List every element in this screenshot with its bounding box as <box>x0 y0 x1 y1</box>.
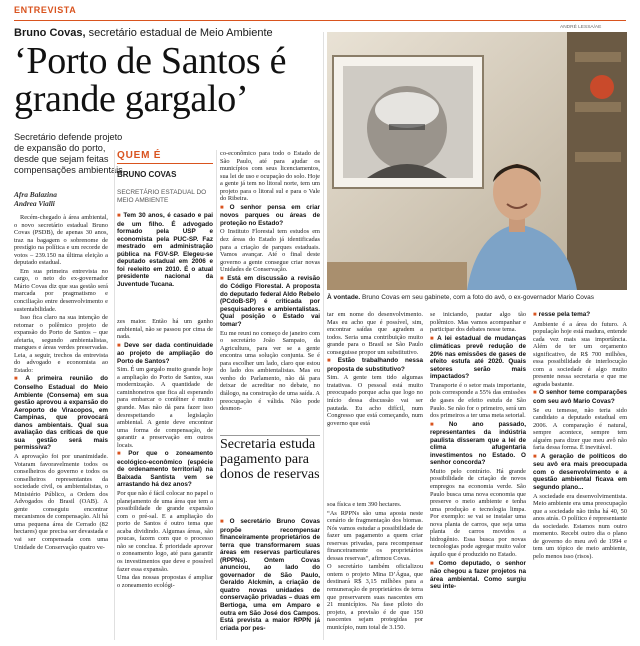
question: ■ O secretário Bruno Covas propõe recompensar financeiramente proprietários de terra que transformarem suas áreas em reservas particulares (RPPNs). Ontem Covas anunciou, ao lado do governador de São Paulo, Geraldo Alckmin, a criação de quatro novas unidades de conservação privadas – duas em Bertioga, uma em Amparo e outra em São José dos Campos. Está prevista a maior RPPN já criada por pes- <box>220 518 320 632</box>
question: ■ A primeira reunião do Conselho Estadual do Meio Ambiente (Consema) em sua gestão aprovou a expansão do Aeroporto de Viracopos, em Campinas, que provocará danos ambientais. Qual sua avaliação das críticas de que sua gestão será mais permissiva? <box>14 375 108 451</box>
question: ■ Estão trabalhando nessa proposta de substitutivo? <box>327 357 423 373</box>
subhead-rule <box>220 435 320 436</box>
column-2 <box>117 318 213 590</box>
column-rule <box>216 150 217 640</box>
paragraph: Transporte é o setor mais importante, pois corresponde a 55% das emissões de gases de efeito estufa de São Paulo. Se não for o primeiro, será um dos primeiros a ter uma meta setorial. <box>430 381 526 420</box>
question: ■ Por que o zoneamento ecológico-econômico (espécie de ordenamento territorial) na Baixada Santista vem se arrastando há dez anos? <box>117 450 213 489</box>
paragraph: Eu me reuni no começo de janeiro com o secretário João Sampaio, da Agricultura, para ver se a gente encontra uma solução conjunta. Se é para escolher um lado, claro que estou do lado dos ambientalistas. Mas eu venho do Parlamento, não dá para deixar de acreditar no debate, no diálogo, na construção de uma saída. A preocupação é válida. Não pode desmon- <box>220 329 320 413</box>
paragraph: soa física e tem 390 hectares. <box>327 501 402 508</box>
subhead: Secretaria estuda pagamento para donos de reservas <box>220 437 320 482</box>
quem-e-rule <box>117 163 213 164</box>
paragraph: O secretário também oficializou ontem o projeto Mina D’Água, que destinará R$ 3,15 milhões para a remuneração de proprietários de terra que preservarem suas nascentes em 21 municípios. Na fase piloto do projeto, a previsão é de que 150 nascentes sejam protegidas por município, num total de 3.150. <box>327 563 423 631</box>
photo-illustration <box>327 32 627 290</box>
quem-e-bio <box>117 212 213 289</box>
paragraph: Sim. É um gargalo muito grande hoje a ampliação do Porto de Santos, sua modernização. A quantidade de caminhoneiros que fica ali esperando para embarcar o contêiner é muito grande. Mas não dá para fazer isso desrespeitando a legislação ambiental. A gente deve encontrar uma forma de compensação, de garantir a preservação em outros locais. <box>117 366 213 449</box>
paragraph: A sociedade era desenvolvimentista. Meio ambiente era uma preocupação que a sociedade não tinha há 40, 50 anos atrás. O político é representante da sociedade. Estamos num outro momento. Recebi outro dia o plano de governo do meu avô de 1994 e tem um tópico de meio ambiente, pelo menos isso (risos). <box>533 492 627 560</box>
question: ■ Está em discussão a revisão do Código Florestal. A proposta do deputado federal Aldo Rebelo (PCdoB-SP) é criticada por pesquisadores e ambientalistas. Qual posição o Estado vai tomar? <box>220 275 320 329</box>
paragraph: Sim. A gente tem tido algumas tratativas. O pessoal está muito preocupado porque acha que logo no início dessa discussão vai ser pautada. Eu acho difícil, num Congresso que está começando, num governo que está <box>327 374 423 427</box>
interviewee-role: secretário estadual de Meio Ambiente <box>88 27 273 39</box>
photo <box>327 32 627 290</box>
question: ■ No ano passado, representantes da indústria paulista disseram que a lei de clima afugentaria investimentos no Estado. O senhor concorda? <box>430 421 526 467</box>
deck: Secretário defende projeto de expansão do porto, desde que sejam feitas compensações ambientais <box>14 132 123 175</box>
column-rule <box>323 32 324 640</box>
paragraph: “As RPPNs são uma aposta neste cenário de fragmentação dos biomas. Nós vamos estudar a possibilidade de fazer um pagamento a quem criar reservas privadas, para recompensar financeiramente os proprietários dessas reservas”, afirmou Covas. <box>327 509 423 562</box>
caption-text: Bruno Covas em seu gabinete, com a foto do avô, o ex-governador Mario Covas <box>362 294 595 301</box>
author: Andrea Vialli <box>14 199 55 208</box>
question: ■ Deve ser dada continuidade ao projeto de ampliação do Porto de Santos? <box>117 342 213 366</box>
photo-credit: ANDRÉ LESSA/AE <box>560 25 602 30</box>
paragraph: co-econômico para todo o Estado de São Paulo, até para ajudar os municípios com seus licenciamentos, sua lei de uso e ocupação do solo. Hoje a gente já tem no litoral norte, tem um projeto para o litoral sul e para o Vale do Ribeira. <box>220 150 320 203</box>
author: Afra Balazina <box>14 190 57 199</box>
paragraph: zes maior. Então há um ganho ambiental, não se passou por cima de nada. <box>117 318 213 341</box>
question: ■ Como deputado, o senhor não chegou a fazer projetos na área ambiental. Como surgiu seu inte- <box>430 560 526 591</box>
question: ■ A lei estadual de mudanças climáticas prevê redução de 20% nas emissões de gases de efeito estufa até 2020. Quais setores serão mais impactados? <box>430 335 526 381</box>
paragraph: Uma das nossas propostas é ampliar o zoneamento ecológi- <box>117 574 213 589</box>
column-1 <box>14 214 108 552</box>
column-6 <box>533 311 627 562</box>
paragraph: tar em nome do desenvolvimento. Mas eu acho que é possível, sim, encontrar saídas que agradem a todos. Seria uma contribuição muito grande para o Brasil se São Paulo conseguisse propor um substitutivo. <box>327 311 423 356</box>
column-3-bottom <box>220 518 320 633</box>
quem-e-title: QUEM É <box>117 150 162 161</box>
interviewee-line <box>14 27 273 39</box>
quem-e-bio-text: ■ Tem 30 anos, é casado e pai de um filho. É advogado formado pela USP e economista pela PUC-SP. Faz mestrado em administração pública na FGV-SP. Elegeu-se deputado estadual em 2006 e foi reeleito em 2010. É o atual presidente nacional da Juventude Tucana. <box>117 212 213 288</box>
quem-e-role: SECRETÁRIO ESTADUAL DO MEIO AMBIENTE <box>117 189 207 204</box>
authors <box>14 190 57 208</box>
paragraph: Recém-chegado à área ambiental, o novo secretário estadual Bruno Covas (PSDB), de apenas 30 anos, traz na bagagem o sobrenome de prestígio na política e um recorde de votos – 239.150 na última eleição a deputado estadual. <box>14 214 108 267</box>
interviewee-name: Bruno Covas, <box>14 27 86 39</box>
paragraph: Muito pelo contrário. Há grande possibilidade de criação de novos empregos na economia verde. São Paulo busca uma nova economia que preserve o meio ambiente e tenha uma produção e tecnologia limpa. Por exemplo: se vai se instalar uma nova planta de carros, que seja uma planta de carros movidos a hidrogênio. Essa busca por novas tecnologias pode agregar muito valor àquilo que é produzido no Estado. <box>430 467 526 558</box>
section-bar <box>14 6 626 21</box>
question: ■ O senhor pensa em criar novos parques ou áreas de proteção no Estado? <box>220 204 320 228</box>
question: ■ O senhor teme comparações com seu avô Mario Covas? <box>533 389 627 405</box>
caption-lead: À vontade. <box>327 294 361 301</box>
paragraph: Ambiente é a área do futuro. A população hoje está madura, entende cada vez mais sua importância. Além de ter um orçamento significativo, de R$ 700 milhões, essa possibilidade de interlocução com a sociedade é algo muito presente nessa secretaria e que me agrada bastante. <box>533 320 627 388</box>
paragraph: Em sua primeira entrevista no cargo, o neto do ex-governador Mário Covas diz que sua gestão será marcada por pragmatismo e conciliação entre desenvolvimento e sustentabilidade. <box>14 267 108 313</box>
section-label: ENTREVISTA <box>14 5 77 15</box>
column-4 <box>327 311 423 428</box>
column-5 <box>430 311 526 592</box>
paragraph: O Instituto Florestal tem estudos em dez áreas do Estado já identificadas para a criação de parques estaduais. Vamos avançar. Até o final deste governo a gente consegue criar novas Unidades de Conservação. <box>220 228 320 274</box>
question: ■ resse pela tema? <box>533 311 627 320</box>
column-4-lower <box>327 501 423 632</box>
paragraph: A aprovação foi por unanimidade. Votaram favoravelmente todos os conselheiros do governo e todos os conselheiros representantes da sociedade civil, os ambientalistas, o Ministério Público, a Ordem dos Advogados do Brasil (OAB). A gente conseguiu encontrar mecanismos de compensação. Ali há uma pequena área de Cerrado (82 hectares) que precisa ser devastada e vai ser compensada com uma Unidade de Conservação quatro ve- <box>14 452 108 551</box>
column-3 <box>220 150 320 414</box>
photo-caption <box>327 294 627 302</box>
quem-e-name: BRUNO COVAS <box>117 170 177 179</box>
column-rule <box>114 150 115 640</box>
headline: ‘Porto de Santos é grande gargalo’ <box>14 40 287 120</box>
paragraph: Se eu temesse, não teria sido candidato a deputado estadual em 2006. A comparação é natural, sempre acontece, sempre tem alguém para dizer que meu avô não faria dessa forma. É inevitável. <box>533 406 627 452</box>
question: ■ A geração de políticos do seu avô era mais preocupada com o desenvolvimento e a questão ambiental ficava em segundo plano... <box>533 453 627 492</box>
paragraph: se iniciando, pautar algo tão polêmico. Mas vamos acompanhar e participar dos debates nesse tema. <box>430 311 526 334</box>
paragraph: Isso fica claro na sua intenção de retomar o polêmico projeto de expansão do Porto de Santos – que afetaria, segundo ambientalistas, mangues e áreas verdes preservadas. Leia, a seguir, trechos da entrevista do advogado e economista ao Estado: <box>14 314 108 374</box>
paragraph: Por que não é fácil colocar no papel o planejamento de uma área que tem a possibilidade de grande expansão com o pré-sal. E a ampliação do porto de Santos é outro tema que acaba dividindo. Algumas áreas, são poucas, fazem com que o processo não se conclua. É prioridade aprovar o zoneamento logo, até para garantir os investimentos que deve e possível fazer essa expansão. <box>117 490 213 573</box>
